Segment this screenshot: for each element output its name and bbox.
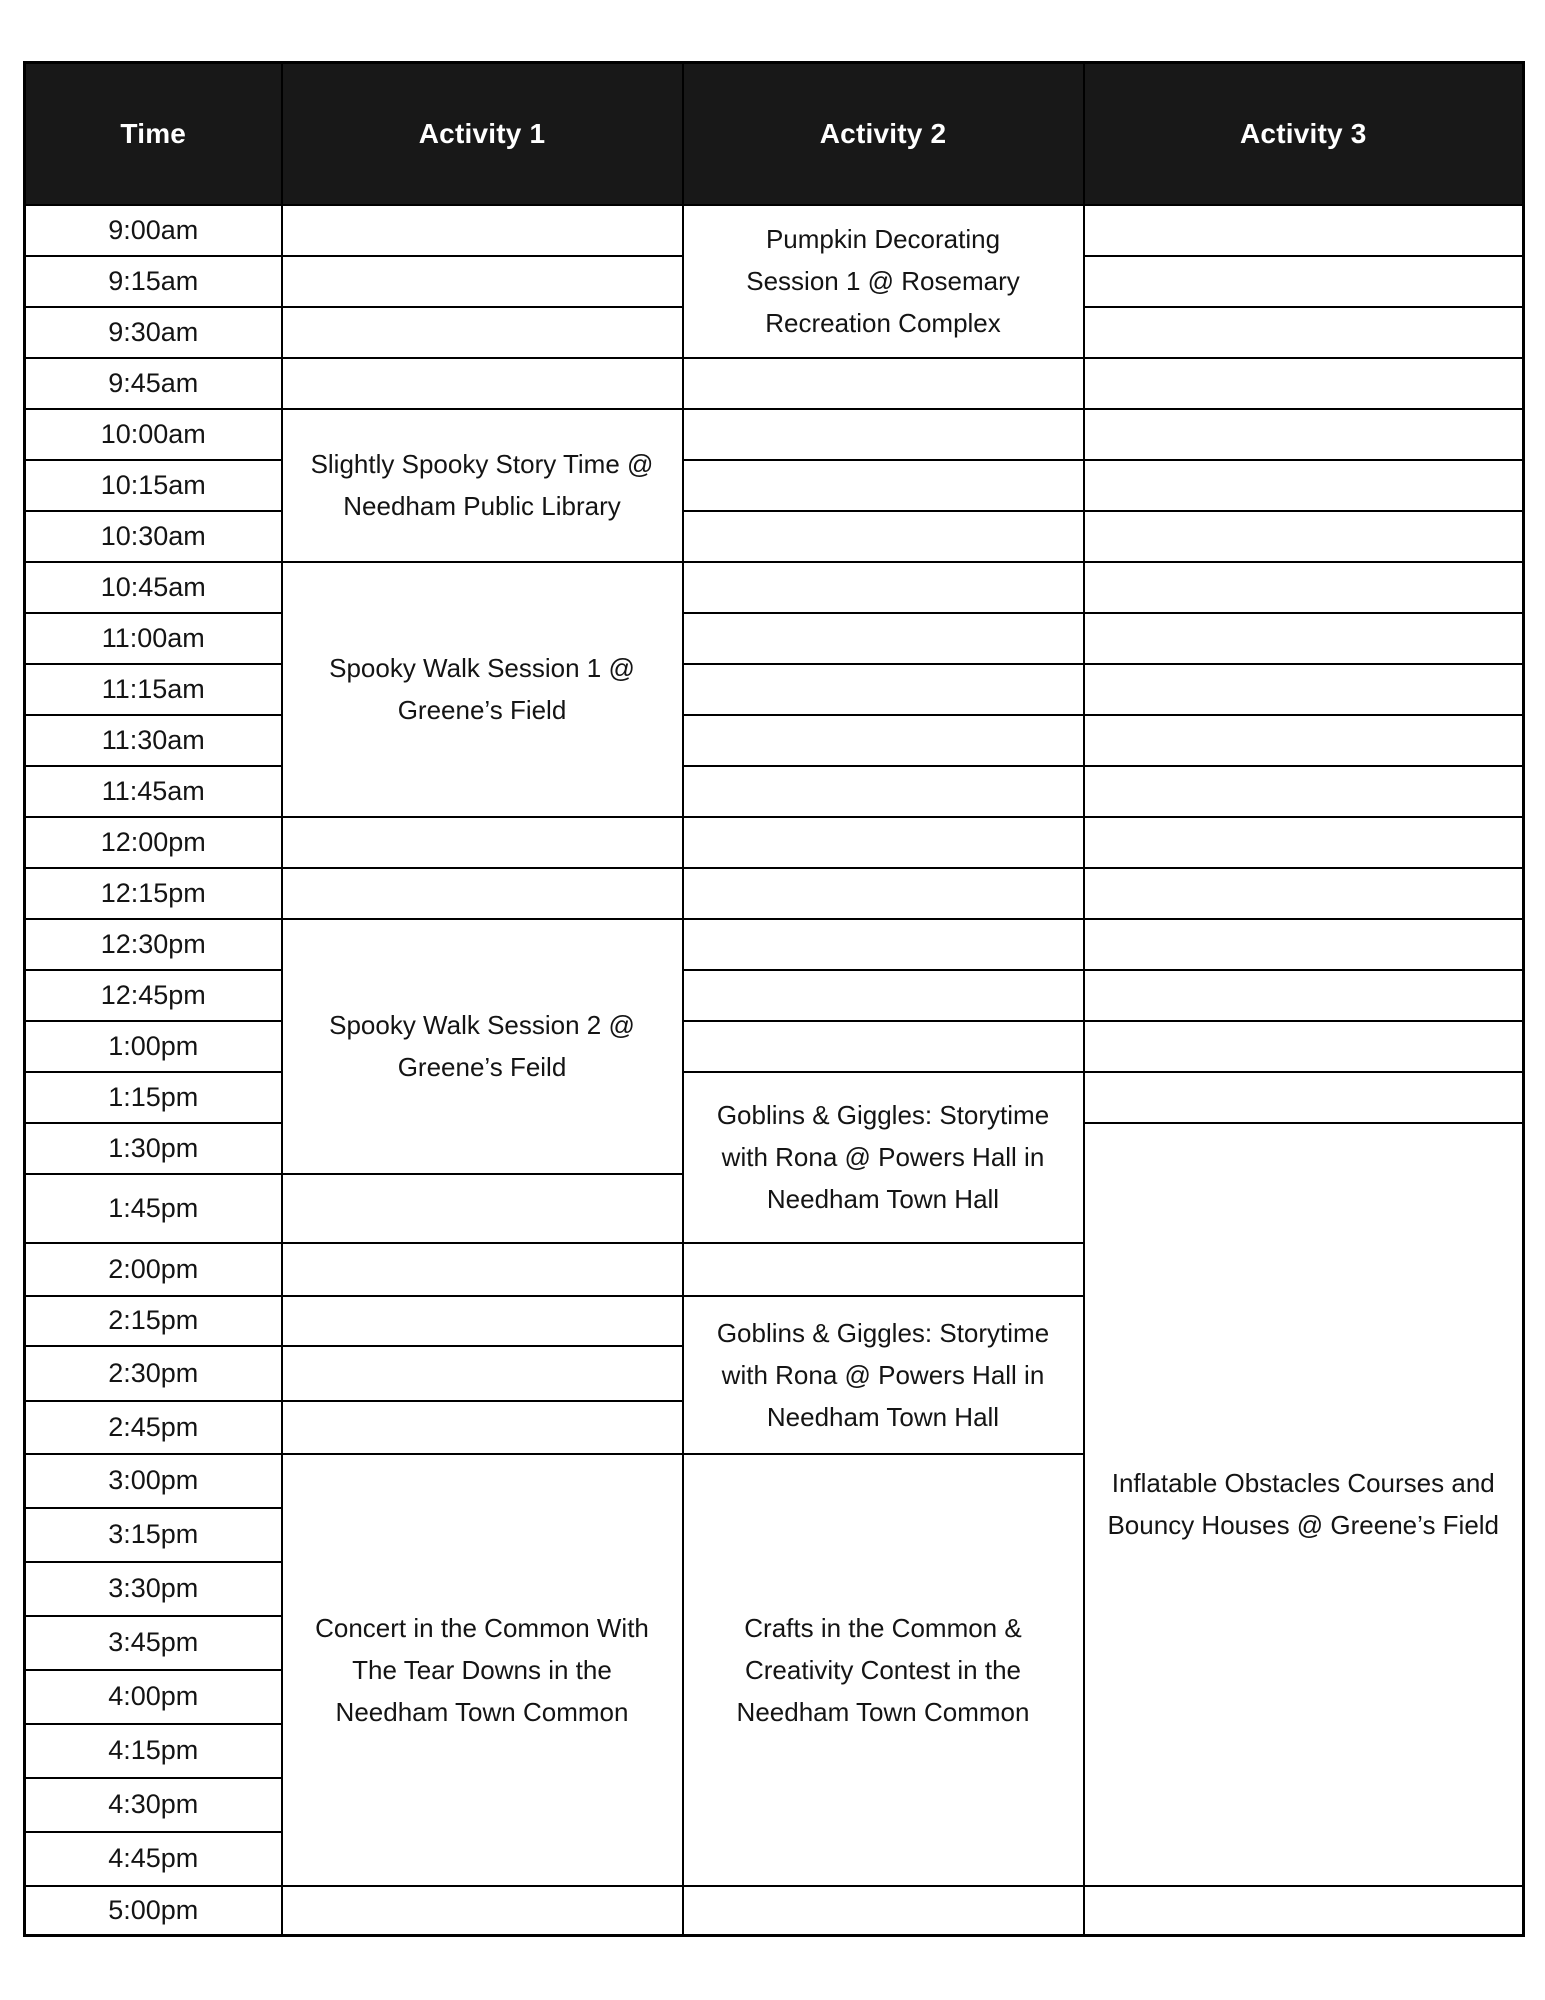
time-cell: 11:15am <box>25 664 282 715</box>
event-line: Goblins & Giggles: Storytime <box>716 1100 1050 1130</box>
header-cell-activity-1: Activity 1 <box>282 63 683 205</box>
event-line: Recreation Complex <box>765 308 1001 338</box>
empty-slot <box>1084 1886 1524 1936</box>
time-cell: 11:00am <box>25 613 282 664</box>
time-cell: 1:30pm <box>25 1123 282 1174</box>
event-line: Pumpkin Decorating <box>765 224 1001 254</box>
empty-slot <box>683 613 1084 664</box>
header-cell-activity-3: Activity 3 <box>1084 63 1524 205</box>
empty-slot <box>683 664 1084 715</box>
time-cell: 3:15pm <box>25 1508 282 1562</box>
time-cell: 10:30am <box>25 511 282 562</box>
event-line: Needham Town Common <box>736 1696 1030 1727</box>
time-cell: 9:30am <box>25 307 282 358</box>
time-cell: 3:30pm <box>25 1562 282 1616</box>
empty-slot <box>1084 205 1524 256</box>
event-line: Creativity Contest in the <box>744 1654 1021 1685</box>
empty-slot <box>282 1174 683 1243</box>
event-cell-spooky-walk-session-1 <box>282 562 683 817</box>
time-cell: 5:00pm <box>25 1886 282 1936</box>
empty-slot <box>1084 715 1524 766</box>
time-cell: 4:45pm <box>25 1832 282 1886</box>
empty-slot <box>683 562 1084 613</box>
time-cell: 4:00pm <box>25 1670 282 1724</box>
schedule-row <box>25 409 1524 460</box>
empty-slot <box>1084 460 1524 511</box>
empty-slot <box>1084 511 1524 562</box>
event-line: Crafts in the Common & <box>744 1612 1022 1643</box>
empty-slot <box>683 409 1084 460</box>
schedule-row <box>25 1021 1524 1072</box>
time-cell: 2:15pm <box>25 1296 282 1346</box>
empty-slot <box>1084 562 1524 613</box>
empty-slot <box>1084 970 1524 1021</box>
schedule-row <box>25 205 1524 256</box>
event-cell-pumpkin-decorating-session-1 <box>683 205 1084 358</box>
event-line: Bouncy Houses @ Greene’s Field <box>1107 1510 1500 1540</box>
schedule-row <box>25 919 1524 970</box>
empty-slot <box>1084 256 1524 307</box>
event-cell-spooky-walk-session-2 <box>282 919 683 1174</box>
empty-slot <box>683 358 1084 409</box>
event-line: The Tear Downs in the <box>352 1654 612 1685</box>
empty-slot <box>282 307 683 358</box>
event-line: Concert in the Common With <box>315 1612 649 1643</box>
header-cell-activity-2: Activity 2 <box>683 63 1084 205</box>
empty-slot <box>683 511 1084 562</box>
empty-slot <box>282 1346 683 1401</box>
event-line: Spooky Walk Session 2 @ <box>329 1010 635 1040</box>
time-cell: 9:45am <box>25 358 282 409</box>
empty-slot <box>683 1886 1084 1936</box>
time-cell: 10:15am <box>25 460 282 511</box>
empty-slot <box>282 205 683 256</box>
schedule-row <box>25 358 1524 409</box>
empty-slot <box>1084 868 1524 919</box>
time-cell: 12:00pm <box>25 817 282 868</box>
time-cell: 2:30pm <box>25 1346 282 1401</box>
empty-slot <box>1084 1021 1524 1072</box>
schedule-row <box>25 817 1524 868</box>
time-cell: 1:45pm <box>25 1174 282 1243</box>
time-cell: 9:15am <box>25 256 282 307</box>
time-cell: 4:30pm <box>25 1778 282 1832</box>
schedule-row <box>25 613 1524 664</box>
empty-slot <box>1084 766 1524 817</box>
event-line: Inflatable Obstacles Courses and <box>1111 1468 1495 1498</box>
schedule-row <box>25 868 1524 919</box>
time-cell: 12:45pm <box>25 970 282 1021</box>
event-line: with Rona @ Powers Hall in <box>721 1359 1045 1390</box>
event-line: Slightly Spooky Story Time @ <box>310 449 654 479</box>
empty-slot <box>1084 664 1524 715</box>
schedule-row <box>25 1072 1524 1123</box>
schedule-row <box>25 715 1524 766</box>
time-cell: 4:15pm <box>25 1724 282 1778</box>
time-cell: 10:45am <box>25 562 282 613</box>
empty-slot <box>683 868 1084 919</box>
empty-slot <box>683 1243 1084 1296</box>
time-cell: 11:45am <box>25 766 282 817</box>
time-cell: 3:45pm <box>25 1616 282 1670</box>
empty-slot <box>282 256 683 307</box>
time-cell: 3:00pm <box>25 1454 282 1508</box>
event-line: Spooky Walk Session 1 @ <box>329 653 635 683</box>
schedule-row <box>25 1886 1524 1936</box>
event-line: Session 1 @ Rosemary <box>746 266 1020 296</box>
empty-slot <box>683 919 1084 970</box>
schedule-row <box>25 766 1524 817</box>
empty-slot <box>1084 613 1524 664</box>
empty-slot <box>1084 1072 1524 1123</box>
event-line: with Rona @ Powers Hall in <box>721 1142 1045 1172</box>
event-line: Needham Town Common <box>335 1696 629 1727</box>
schedule-page <box>23 61 1525 1937</box>
empty-slot <box>683 817 1084 868</box>
time-cell: 12:30pm <box>25 919 282 970</box>
event-cell-inflatable-obstacles-bouncy-houses <box>1084 1123 1524 1886</box>
empty-slot <box>282 358 683 409</box>
event-line: Needham Town Hall <box>766 1401 1000 1432</box>
event-line: Needham Town Hall <box>766 1184 1000 1214</box>
event-line: Goblins & Giggles: Storytime <box>716 1317 1050 1348</box>
empty-slot <box>1084 409 1524 460</box>
empty-slot <box>282 868 683 919</box>
event-cell-goblins-giggles-storytime-2 <box>683 1296 1084 1454</box>
schedule-row <box>25 562 1524 613</box>
schedule-table <box>23 61 1525 1937</box>
empty-slot <box>282 1243 683 1296</box>
event-cell-crafts-in-the-common <box>683 1454 1084 1886</box>
empty-slot <box>683 715 1084 766</box>
empty-slot <box>683 1021 1084 1072</box>
event-line: Greene’s Feild <box>397 1052 567 1082</box>
schedule-row <box>25 511 1524 562</box>
empty-slot <box>1084 919 1524 970</box>
schedule-row <box>25 970 1524 1021</box>
time-cell: 12:15pm <box>25 868 282 919</box>
empty-slot <box>1084 358 1524 409</box>
header-cell-time: Time <box>25 63 282 205</box>
empty-slot <box>1084 307 1524 358</box>
schedule-row <box>25 460 1524 511</box>
header-row <box>25 63 1524 205</box>
event-cell-concert-in-the-common <box>282 1454 683 1886</box>
empty-slot <box>282 817 683 868</box>
empty-slot <box>683 766 1084 817</box>
empty-slot <box>1084 817 1524 868</box>
event-cell-slightly-spooky-story-time <box>282 409 683 562</box>
empty-slot <box>282 1296 683 1346</box>
time-cell: 11:30am <box>25 715 282 766</box>
time-cell: 10:00am <box>25 409 282 460</box>
empty-slot <box>683 970 1084 1021</box>
schedule-row <box>25 664 1524 715</box>
event-cell-goblins-giggles-storytime-1 <box>683 1072 1084 1243</box>
time-cell: 1:00pm <box>25 1021 282 1072</box>
event-line: Needham Public Library <box>343 491 621 521</box>
time-cell: 1:15pm <box>25 1072 282 1123</box>
empty-slot <box>282 1886 683 1936</box>
time-cell: 9:00am <box>25 205 282 256</box>
time-cell: 2:00pm <box>25 1243 282 1296</box>
empty-slot <box>683 460 1084 511</box>
empty-slot <box>282 1401 683 1454</box>
event-line: Greene’s Field <box>397 695 567 725</box>
time-cell: 2:45pm <box>25 1401 282 1454</box>
